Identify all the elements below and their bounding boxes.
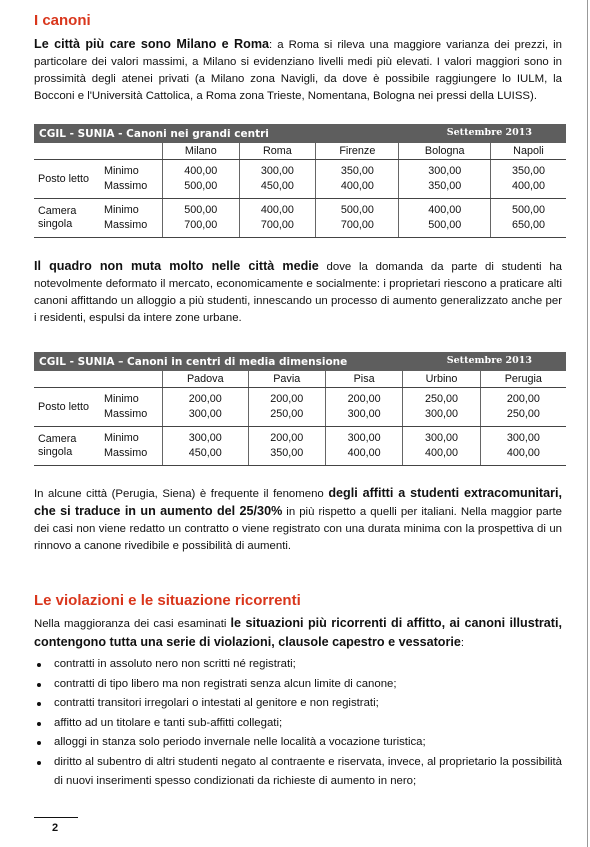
level-max: Massimo [104, 408, 148, 420]
level-max: Massimo [104, 219, 148, 231]
paragraph-lead: Le città più care sono Milano e Roma [34, 37, 270, 51]
row-levels [104, 199, 163, 238]
table-row [34, 388, 566, 427]
table-cell [490, 199, 566, 238]
row-category: Posto letto [34, 160, 104, 199]
paragraph-lead: Il quadro non muta molto nelle città medie [34, 259, 319, 273]
cell-min: 500,00 [340, 204, 374, 216]
cell-min: 500,00 [511, 204, 545, 216]
cell-max: 250,00 [270, 408, 304, 420]
table-cell [399, 160, 490, 199]
violations-list [34, 655, 562, 792]
paragraph-body: : [460, 637, 465, 649]
city-header: Padova [163, 371, 249, 388]
level-min: Minimo [104, 432, 139, 444]
cell-min: 200,00 [270, 432, 304, 444]
cell-min: 300,00 [347, 432, 381, 444]
list-item: contratti transitori irregolari o intestati al genitore e non registrati; [34, 694, 562, 714]
table-cell [239, 160, 316, 199]
row-category: Camera singola [34, 427, 104, 466]
row-levels [104, 160, 163, 199]
city-header: Bologna [399, 143, 490, 160]
row-levels [104, 427, 163, 466]
cell-max: 700,00 [340, 219, 374, 231]
cell-min: 200,00 [270, 393, 304, 405]
cell-min: 200,00 [347, 393, 381, 405]
cell-max: 350,00 [270, 447, 304, 459]
cell-max: 250,00 [506, 408, 540, 420]
table-header-row [34, 143, 566, 160]
cell-min: 200,00 [188, 393, 222, 405]
table-cell [403, 388, 480, 427]
level-max: Massimo [104, 447, 148, 459]
cell-max: 350,00 [428, 180, 462, 192]
paragraph-body: in più rispetto a quelli per italiani. Nella maggior parte dei casi non viene redatto un contratto o viene registrato con una durata minima con la prospettiva di un rinnovo a canone rivedibile e possibilità di aumenti. [34, 506, 562, 552]
cell-min: 350,00 [511, 165, 545, 177]
table-cell [325, 427, 402, 466]
paragraph-body: In alcune città (Perugia, Siena) è frequente il fenomeno [34, 488, 329, 500]
table-title: CGIL - SUNIA - Canoni nei grandi centri [39, 128, 269, 140]
table-cell [490, 160, 566, 199]
cell-max: 500,00 [428, 219, 462, 231]
table-title-bar [34, 352, 566, 371]
list-item: affitto ad un titolare e tanti sub-affitti collegati; [34, 714, 562, 734]
paragraph-body: Nella maggioranza dei casi esaminati [34, 618, 231, 630]
level-min: Minimo [104, 165, 139, 177]
list-item: alloggi in stanza solo periodo invernale nelle località a vocazione turistica; [34, 733, 562, 753]
table-cell [239, 199, 316, 238]
city-header: Napoli [490, 143, 566, 160]
cell-max: 650,00 [511, 219, 545, 231]
table-date: Settembre 2013 [446, 355, 532, 366]
table-header-row [34, 371, 566, 388]
cell-min: 200,00 [506, 393, 540, 405]
city-header: Pavia [248, 371, 325, 388]
cell-min: 250,00 [424, 393, 458, 405]
paragraph-bold: degli affitti a studenti extracomunitari, che si traduce in un aumento del 25/30% [34, 486, 563, 518]
level-max: Massimo [104, 180, 148, 192]
row-levels [104, 388, 163, 427]
list-item: contratti in assoluto nero non scritti né registrati; [34, 655, 562, 675]
table-title: CGIL - SUNIA – Canoni in centri di media dimensione [39, 356, 348, 368]
table-canoni-grandi-centri [34, 124, 566, 238]
cell-min: 300,00 [424, 432, 458, 444]
level-min: Minimo [104, 204, 139, 216]
table-cell [325, 388, 402, 427]
table-cell [399, 199, 490, 238]
cell-min: 300,00 [506, 432, 540, 444]
table-row [34, 427, 566, 466]
list-item: contratti di tipo libero ma non registrati senza alcun limite di canone; [34, 675, 562, 695]
table-cell [163, 160, 240, 199]
paragraph-canoni [34, 36, 562, 105]
city-header: Urbino [403, 371, 480, 388]
level-min: Minimo [104, 393, 139, 405]
table-cell [316, 160, 399, 199]
cell-min: 300,00 [428, 165, 462, 177]
table-cell [248, 388, 325, 427]
cell-max: 700,00 [184, 219, 218, 231]
table-cell [480, 427, 566, 466]
cell-min: 400,00 [428, 204, 462, 216]
table-row [34, 199, 566, 238]
cell-min: 350,00 [340, 165, 374, 177]
cell-max: 300,00 [347, 408, 381, 420]
table-cell [403, 427, 480, 466]
table-cell [163, 427, 249, 466]
table-cell [248, 427, 325, 466]
cell-min: 400,00 [260, 204, 294, 216]
cell-max: 500,00 [184, 180, 218, 192]
table-cell [480, 388, 566, 427]
cell-max: 450,00 [188, 447, 222, 459]
table-cell [163, 199, 240, 238]
section-heading-violazioni: Le violazioni e le situazione ricorrenti [34, 592, 301, 609]
table-canoni-media-dimensione [34, 352, 566, 466]
city-header: Roma [239, 143, 316, 160]
paragraph-citta-medie [34, 258, 562, 327]
cell-max: 300,00 [424, 408, 458, 420]
table-cell [163, 388, 249, 427]
city-header: Firenze [316, 143, 399, 160]
paragraph-body: dove la domanda da parte di studenti ha notevolmente deformato il mercato, economicamente e socialmente: i proprietari riescono a praticare alti canoni affittando un alloggio a più studenti, innescando un processo di aumento generalizzato anche per i residenti, espulsi da intere zone urbane. [34, 261, 562, 324]
cell-max: 700,00 [260, 219, 294, 231]
cell-max: 400,00 [511, 180, 545, 192]
cell-max: 400,00 [506, 447, 540, 459]
city-header: Milano [163, 143, 240, 160]
city-header: Perugia [480, 371, 566, 388]
row-category: Posto letto [34, 388, 104, 427]
list-item: diritto al subentro di altri studenti negato al contraente e riservata, invece, al proprietario la possibilità di nuovi inserimenti spesso condizionati da richieste di aumento in nero; [34, 753, 562, 792]
cell-max: 400,00 [347, 447, 381, 459]
paragraph-body: : a Roma si rileva una maggiore varianza dei prezzi, in particolare dei valori massimi, a Milano si evidenziano livelli medi più elevati. I valori maggiori sono in prossimità degli atenei privati (a Milano zona Navigli, da dove è possibile raggiungere lo IULM, la Bocconi e l'Università Cattolica, a Roma zona Trieste, Nomentana, Bologna nei pressi della LUISS). [34, 39, 563, 102]
table-title-bar [34, 124, 566, 143]
row-category: Camera singola [34, 199, 104, 238]
footer-rule [34, 817, 78, 818]
paragraph-bold: le situazioni più ricorrenti di affitto, ai canoni illustrati, contengono tutta una serie di violazioni, clausole capestro e vessatorie [34, 616, 562, 649]
table-row [34, 160, 566, 199]
paragraph-violazioni-intro [34, 614, 562, 652]
cell-min: 500,00 [184, 204, 218, 216]
city-header: Pisa [325, 371, 402, 388]
page-edge [587, 0, 588, 847]
cell-max: 300,00 [188, 408, 222, 420]
section-heading-canoni: I canoni [34, 12, 91, 29]
cell-min: 400,00 [184, 165, 218, 177]
cell-min: 300,00 [188, 432, 222, 444]
table-date: Settembre 2013 [446, 127, 532, 138]
cell-max: 450,00 [260, 180, 294, 192]
table-cell [316, 199, 399, 238]
page-number: 2 [52, 822, 59, 834]
paragraph-extracomunitari [34, 485, 562, 555]
cell-max: 400,00 [340, 180, 374, 192]
cell-max: 400,00 [424, 447, 458, 459]
cell-min: 300,00 [260, 165, 294, 177]
